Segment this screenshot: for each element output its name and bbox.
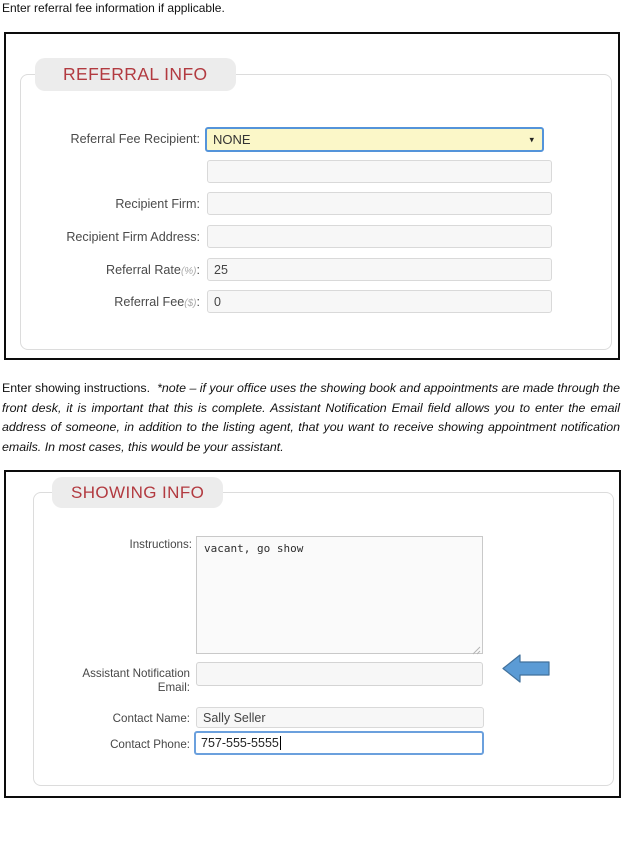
referral-fee-recipient-selected-value: NONE <box>213 132 251 147</box>
contact-phone-input[interactable] <box>194 731 484 755</box>
referral-rate-input[interactable] <box>207 258 552 281</box>
contact-name-label: Contact Name: <box>112 712 190 725</box>
assistant-notification-email-input[interactable] <box>196 662 483 686</box>
referral-fee-recipient-label: Referral Fee Recipient: <box>70 132 200 146</box>
showing-section-title: SHOWING INFO <box>71 482 205 502</box>
instructions-value: vacant, go show <box>204 542 304 555</box>
referral-fee-unit: ($) <box>184 298 197 309</box>
callout-left-arrow-icon <box>502 654 550 683</box>
referral-section-header <box>35 58 236 91</box>
referral-rate-label: Referral Rate(%): <box>106 263 200 277</box>
referral-fee-recipient-select[interactable] <box>205 127 544 152</box>
contact-phone-label: Contact Phone: <box>110 738 190 751</box>
intro-showing-text <box>2 379 620 457</box>
chevron-down-icon: ▾ <box>529 134 534 144</box>
recipient-firm-address-label: Recipient Firm Address: <box>66 230 200 244</box>
referral-section-title: REFERRAL INFO <box>63 64 208 84</box>
contact-name-input[interactable] <box>196 707 484 728</box>
instructions-textarea[interactable] <box>196 536 483 654</box>
recipient-firm-label: Recipient Firm: <box>115 197 200 211</box>
recipient-firm-input[interactable] <box>207 192 552 215</box>
intro-showing-lead: Enter showing instructions. <box>2 381 151 395</box>
resize-handle-icon[interactable] <box>471 642 481 652</box>
referral-recipient-other-input[interactable] <box>207 160 552 183</box>
referral-fee-label: Referral Fee($): <box>114 295 200 309</box>
text-caret <box>280 736 281 750</box>
contact-phone-value: 757-555-5555 <box>201 736 279 750</box>
intro-showing-note: *note – if your office uses the showing book and appointments are made through the front desk, it is important that this is complete. Assistant Notification Email field allows you to enter the email address of someone, in addition to the listing agent, that you want to receive showing appointment notification emails. In most cases, this would be your assistant. <box>2 381 620 454</box>
recipient-firm-address-input[interactable] <box>207 225 552 248</box>
referral-fee-input[interactable] <box>207 290 552 313</box>
assistant-notification-email-label: Assistant Notification Email: <box>82 667 190 694</box>
referral-rate-unit: (%) <box>180 266 197 277</box>
intro-referral-text: Enter referral fee information if applicable. <box>2 1 225 15</box>
showing-section-header <box>52 477 223 508</box>
instructions-label: Instructions: <box>129 538 192 551</box>
